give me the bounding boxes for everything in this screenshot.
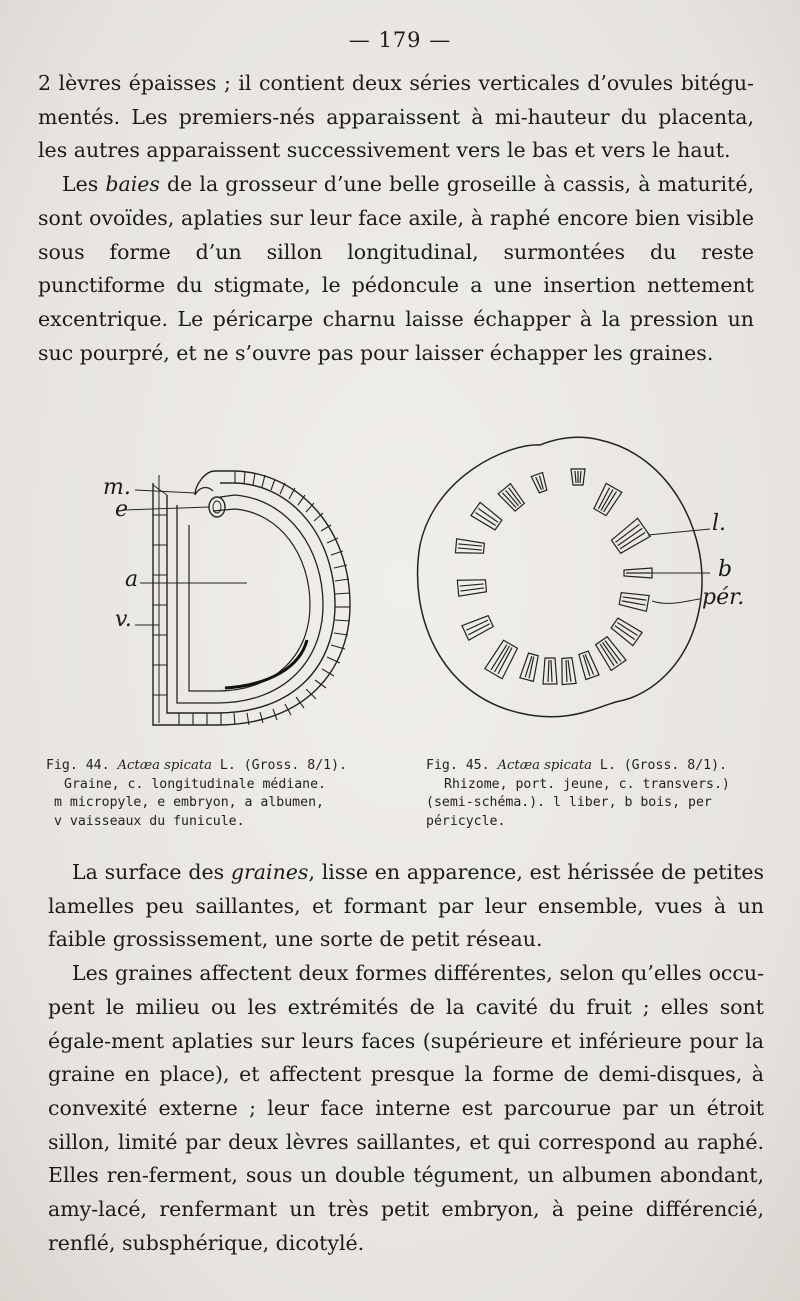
paragraph-ovules: 2 lèvres épaisses ; il contient deux séries verticales d’ovules bitégu-mentés. Les premiers-nés apparaissent à mi-hauteur du placenta, les autres apparaissent successivement vers le bas et vers le haut. — [38, 71, 754, 163]
fig45-caption-line-4: péricycle. — [426, 813, 506, 829]
label-per: pér. — [702, 585, 745, 610]
fig45-caption-number: Fig. 45. — [426, 758, 490, 773]
baies-text: de la grosseur d’une belle groseille à cassis, à maturité, sont ovoïdes, aplaties sur leur face axile, à raphé encore bien visible sous forme d’un sillon longitudinal, surmontées du reste punctiforme du stigmate, le pédoncule a une insertion nettement excentrique. Le péricarpe charnu laisse échapper à la pression un suc pourpré, et ne s’ouvre pas pour laisser échapper les graines. — [38, 172, 754, 365]
fig44-caption-species: Actæa spicata — [117, 758, 212, 773]
fig44-caption-line-1 — [46, 757, 406, 776]
label-l: l. — [712, 511, 727, 536]
figure-44-seed-section — [95, 455, 375, 745]
page-number: — 179 — — [348, 28, 452, 52]
figure-45-rhizome-section — [400, 425, 780, 745]
paragraph-graines-formes: Les graines affectent deux formes différentes, selon qu’elles occu-pent le milieu ou les extrémités de la cavité du fruit ; elles sont égale-ment aplaties sur leurs faces (supérieure et inférieure pour la graine en place), et affectent presque la forme de demi-disques, à convexité externe ; leur face interne est parcourue par un étroit sillon, limité par deux lèvres saillantes, et qui correspond au raphé. Elles ren-ferment, sous un double tégument, un albumen abondant, amy-lacé, renfermant un très petit embryon, à peine différencié, renflé, subsphérique, dicotylé. — [48, 961, 764, 1255]
bottom-text-block — [48, 856, 764, 1260]
baies-lead: Les — [62, 172, 106, 197]
label-b: b — [718, 557, 733, 582]
label-e: e — [115, 497, 129, 522]
graines-text: , lisse en apparence, est hérissée de petites lamelles peu saillantes, et formant par leur ensemble, vues à un faible grossissement, une sorte de petit réseau. — [48, 860, 764, 952]
fig44-caption-rest: L. (Gross. 8/1). — [211, 758, 347, 773]
graines-lead: La surface des — [72, 860, 231, 884]
fig45-caption-species: Actæa spicata — [497, 758, 592, 773]
fig45-caption-line-2: Rhizome, port. jeune, c. transvers.) — [444, 776, 730, 792]
graines-term: graines — [230, 860, 309, 884]
fig45-caption-line-3: (semi-schéma.). l liber, b bois, per — [426, 795, 712, 810]
fig44-caption-number: Fig. 44. — [46, 758, 110, 773]
label-v: v. — [115, 607, 132, 632]
fig44-caption-line-3: m micropyle, e embryon, a albumen, — [54, 795, 324, 810]
label-a: a — [125, 567, 139, 592]
seed-section-drawing — [95, 455, 375, 745]
fig44-caption-line-4: v vaisseaux du funicule. — [54, 813, 245, 829]
fig45-caption-line-1 — [426, 757, 786, 776]
fig44-caption-line-2: Graine, c. longitudinale médiane. — [64, 776, 327, 792]
fig45-caption-rest: L. (Gross. 8/1). — [591, 758, 727, 773]
paragraph-graines-surface — [48, 856, 764, 957]
figure-44-caption — [46, 757, 406, 831]
baies-term: baies — [105, 172, 160, 197]
top-text-block — [38, 67, 754, 370]
figure-45-caption — [426, 757, 786, 831]
label-m: m. — [103, 475, 131, 500]
paragraph-baies — [38, 168, 754, 370]
